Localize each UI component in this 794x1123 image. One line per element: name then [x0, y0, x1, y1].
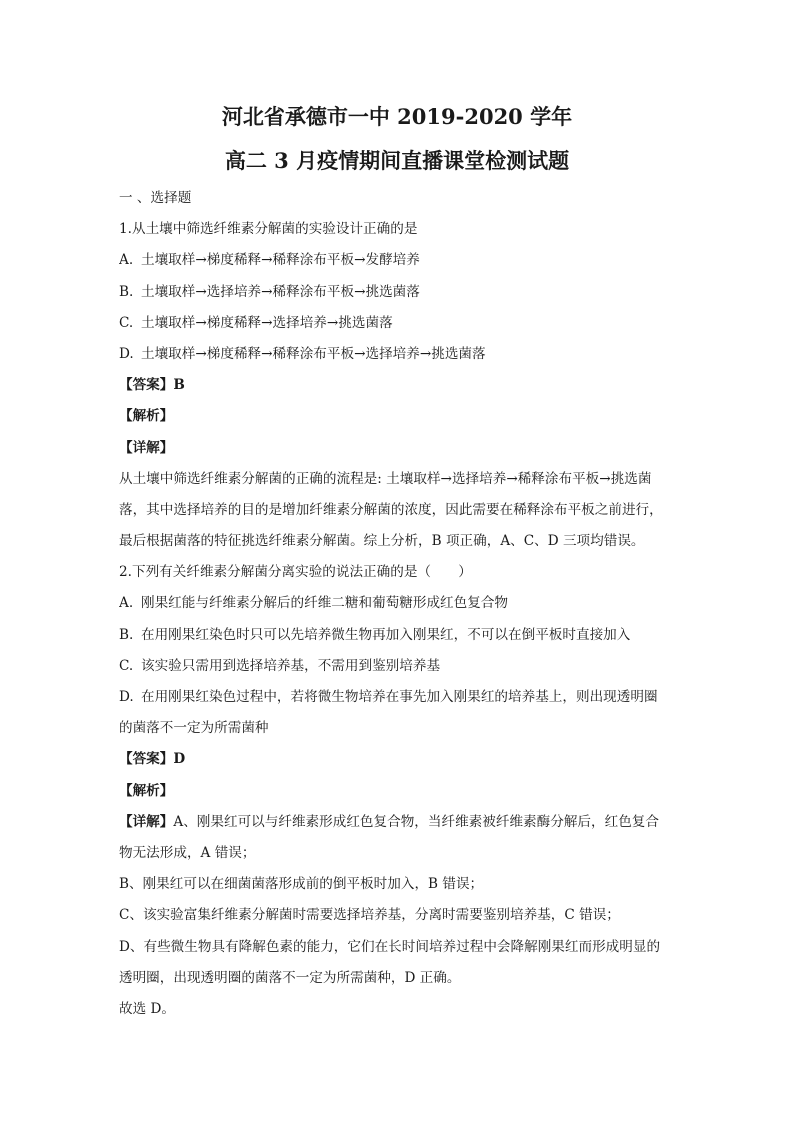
question-2-detail-line: C、该实验富集纤维素分解菌时需要选择培养基，分离时需要鉴别培养基，C 错误；	[119, 907, 620, 924]
option-letter: C.	[119, 314, 134, 331]
question-1-detail-label: 【详解】	[119, 439, 174, 456]
option-text: 土壤取样→梯度稀释→稀释涂布平板→发酵培养	[141, 252, 420, 269]
option-text: 土壤取样→梯度稀释→稀释涂布平板→选择培养→挑选菌落	[141, 345, 486, 362]
question-1-option-d	[119, 339, 681, 370]
option-letter: C.	[119, 657, 134, 674]
option-letter: D.	[119, 345, 134, 362]
question-2-option-b	[119, 620, 681, 651]
question-2-detail-line: 物无法形成，A 错误；	[119, 844, 256, 861]
question-1-option-a	[119, 245, 681, 276]
option-text: 土壤取样→梯度稀释→选择培养→挑选菌落	[141, 314, 393, 331]
page-title-line-2: 高二 3 月疫情期间直播课堂检测试题	[224, 148, 570, 173]
question-2-detail-label: 【详解】	[119, 813, 174, 830]
question-1-detail-line: 从土壤中筛选纤维素分解菌的正确的流程是: 土壤取样→选择培养→稀释涂布平板→挑选菌	[119, 470, 652, 487]
question-1-option-c	[119, 308, 681, 339]
question-2-option-c	[119, 651, 681, 682]
question-1-detail-line: 落，其中选择培养的目的是增加纤维素分解菌的浓度，因此需要在稀释涂布平板之前进行，	[119, 501, 663, 518]
option-letter: B.	[119, 283, 134, 300]
question-2-detail-line	[119, 807, 681, 838]
option-letter: B.	[119, 626, 134, 643]
question-1-analysis-label: 【解析】	[119, 408, 174, 425]
option-text: 该实验只需用到选择培养基，不需用到鉴别培养基	[141, 657, 441, 674]
option-text: 在用刚果红染色时只可以先培养微生物再加入刚果红，不可以在倒平板时直接加入	[141, 626, 631, 643]
question-1-detail-line: 最后根据菌落的特征挑选纤维素分解菌。综上分析，B 项正确，A、C、D 三项均错误。	[119, 533, 645, 550]
option-text: 刚果红能与纤维素分解后的纤维二糖和葡萄糖形成红色复合物	[141, 595, 509, 612]
page-title-line-1: 河北省承德市一中 2019-2020 学年	[221, 104, 573, 129]
option-letter: A.	[119, 595, 134, 612]
document-body	[119, 183, 681, 1025]
option-letter: D.	[119, 689, 134, 705]
question-2-stem: 2.下列有关纤维素分解菌分离实验的说法正确的是（ ）	[119, 564, 472, 581]
question-1-stem: 1.从土壤中筛选纤维素分解菌的实验设计正确的是	[119, 221, 418, 238]
question-2-detail-line: D、有些微生物具有降解色素的能力，它们在长时间培养过程中会降解刚果红而形成明显的	[119, 938, 661, 955]
question-2-detail-text: A、刚果红可以与纤维素形成红色复合物，当纤维素被纤维素酶分解后，红色复合	[173, 813, 659, 830]
option-letter: A.	[119, 252, 134, 269]
title-block	[0, 102, 794, 176]
option-text: 在用刚果红染色过程中，若将微生物培养在事先加入刚果红的培养基上，则出现透明圈	[141, 689, 658, 705]
section-heading: 一 、选择题	[119, 190, 192, 206]
question-2-detail-line: B、刚果红可以在细菌菌落形成前的倒平板时加入，B 错误；	[119, 876, 484, 893]
option-text: 土壤取样→选择培养→稀释涂布平板→挑选菌落	[141, 283, 420, 300]
question-2-option-d	[119, 682, 681, 713]
question-2-option-a	[119, 588, 681, 619]
question-2-analysis-label: 【解析】	[119, 782, 174, 799]
question-1-answer: 【答案】B	[119, 377, 185, 394]
question-2-option-d-continued: 的菌落不一定为所需菌种	[119, 720, 269, 737]
question-2-detail-line: 透明圈，出现透明圈的菌落不一定为所需菌种，D 正确。	[119, 969, 461, 986]
question-2-detail-line: 故选 D。	[119, 1000, 176, 1017]
question-2-answer: 【答案】D	[119, 751, 186, 768]
question-1-option-b	[119, 277, 681, 308]
